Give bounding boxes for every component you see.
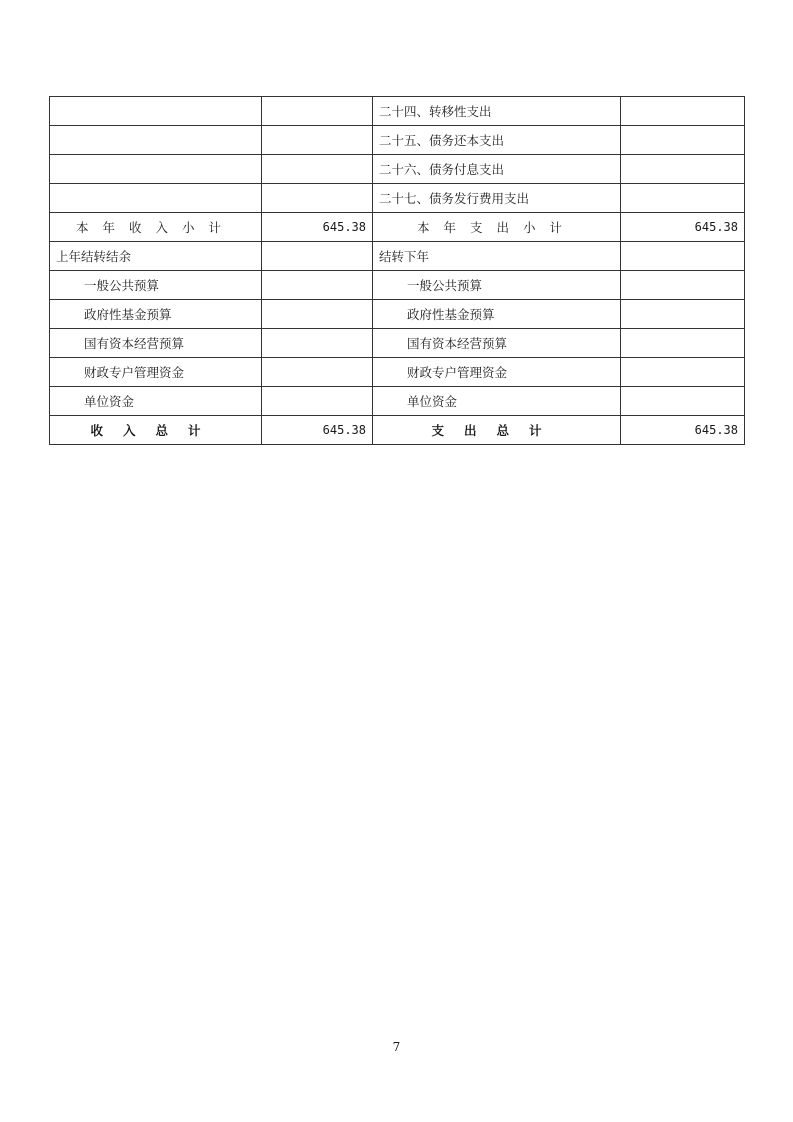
table-row xyxy=(50,271,745,300)
income-value-cell xyxy=(262,126,373,155)
page-number: 7 xyxy=(392,1040,401,1054)
expense-item-cell: 二十七、债务发行费用支出 xyxy=(373,184,621,213)
income-item-cell xyxy=(50,97,262,126)
income-fund-value-cell xyxy=(262,271,373,300)
income-item-cell xyxy=(50,184,262,213)
expense-fund-value-cell xyxy=(621,300,745,329)
income-item-cell xyxy=(50,126,262,155)
income-total-label: 收入总计 xyxy=(50,416,262,445)
subtotal-row xyxy=(50,213,745,242)
total-row xyxy=(50,416,745,445)
income-fund-type-cell: 财政专户管理资金 xyxy=(50,358,262,387)
expense-fund-type-cell: 单位资金 xyxy=(373,387,621,416)
income-fund-value-cell xyxy=(262,300,373,329)
expense-fund-value-cell xyxy=(621,387,745,416)
income-fund-type-cell: 单位资金 xyxy=(50,387,262,416)
table-row xyxy=(50,184,745,213)
expense-fund-value-cell xyxy=(621,358,745,387)
income-fund-type-cell: 一般公共预算 xyxy=(50,271,262,300)
income-fund-value-cell xyxy=(262,329,373,358)
income-subtotal-value: 645.38 xyxy=(262,213,373,242)
income-fund-value-cell xyxy=(262,358,373,387)
expense-subtotal-value: 645.38 xyxy=(621,213,745,242)
table-row xyxy=(50,329,745,358)
expense-fund-type-cell: 一般公共预算 xyxy=(373,271,621,300)
income-fund-type-cell: 国有资本经营预算 xyxy=(50,329,262,358)
expense-total-label: 支出总计 xyxy=(373,416,621,445)
income-fund-type-cell: 政府性基金预算 xyxy=(50,300,262,329)
expense-fund-type-cell: 国有资本经营预算 xyxy=(373,329,621,358)
expense-value-cell xyxy=(621,97,745,126)
table-row xyxy=(50,155,745,184)
expense-fund-value-cell xyxy=(621,329,745,358)
expense-item-cell: 二十六、债务付息支出 xyxy=(373,155,621,184)
table-row xyxy=(50,358,745,387)
expense-item-cell: 二十四、转移性支出 xyxy=(373,97,621,126)
income-value-cell xyxy=(262,155,373,184)
income-total-value: 645.38 xyxy=(262,416,373,445)
income-subtotal-label: 本年收入小计 xyxy=(50,213,262,242)
expense-value-cell xyxy=(621,155,745,184)
income-value-cell xyxy=(262,184,373,213)
expense-value-cell xyxy=(621,184,745,213)
income-fund-value-cell xyxy=(262,387,373,416)
income-value-cell xyxy=(262,97,373,126)
expense-fund-type-cell: 财政专户管理资金 xyxy=(373,358,621,387)
carry-to-next-year-label: 结转下年 xyxy=(373,242,621,271)
table-row xyxy=(50,126,745,155)
expense-fund-type-cell: 政府性基金预算 xyxy=(373,300,621,329)
carry-to-next-year-value xyxy=(621,242,745,271)
prior-year-carryover-label: 上年结转结余 xyxy=(50,242,262,271)
carry-header-row xyxy=(50,242,745,271)
expense-total-value: 645.38 xyxy=(621,416,745,445)
table-row xyxy=(50,97,745,126)
expense-fund-value-cell xyxy=(621,271,745,300)
expense-item-cell: 二十五、债务还本支出 xyxy=(373,126,621,155)
expense-subtotal-label: 本年支出小计 xyxy=(373,213,621,242)
expense-value-cell xyxy=(621,126,745,155)
prior-year-carryover-value xyxy=(262,242,373,271)
income-item-cell xyxy=(50,155,262,184)
table-row xyxy=(50,300,745,329)
budget-table xyxy=(49,96,745,445)
table-row xyxy=(50,387,745,416)
